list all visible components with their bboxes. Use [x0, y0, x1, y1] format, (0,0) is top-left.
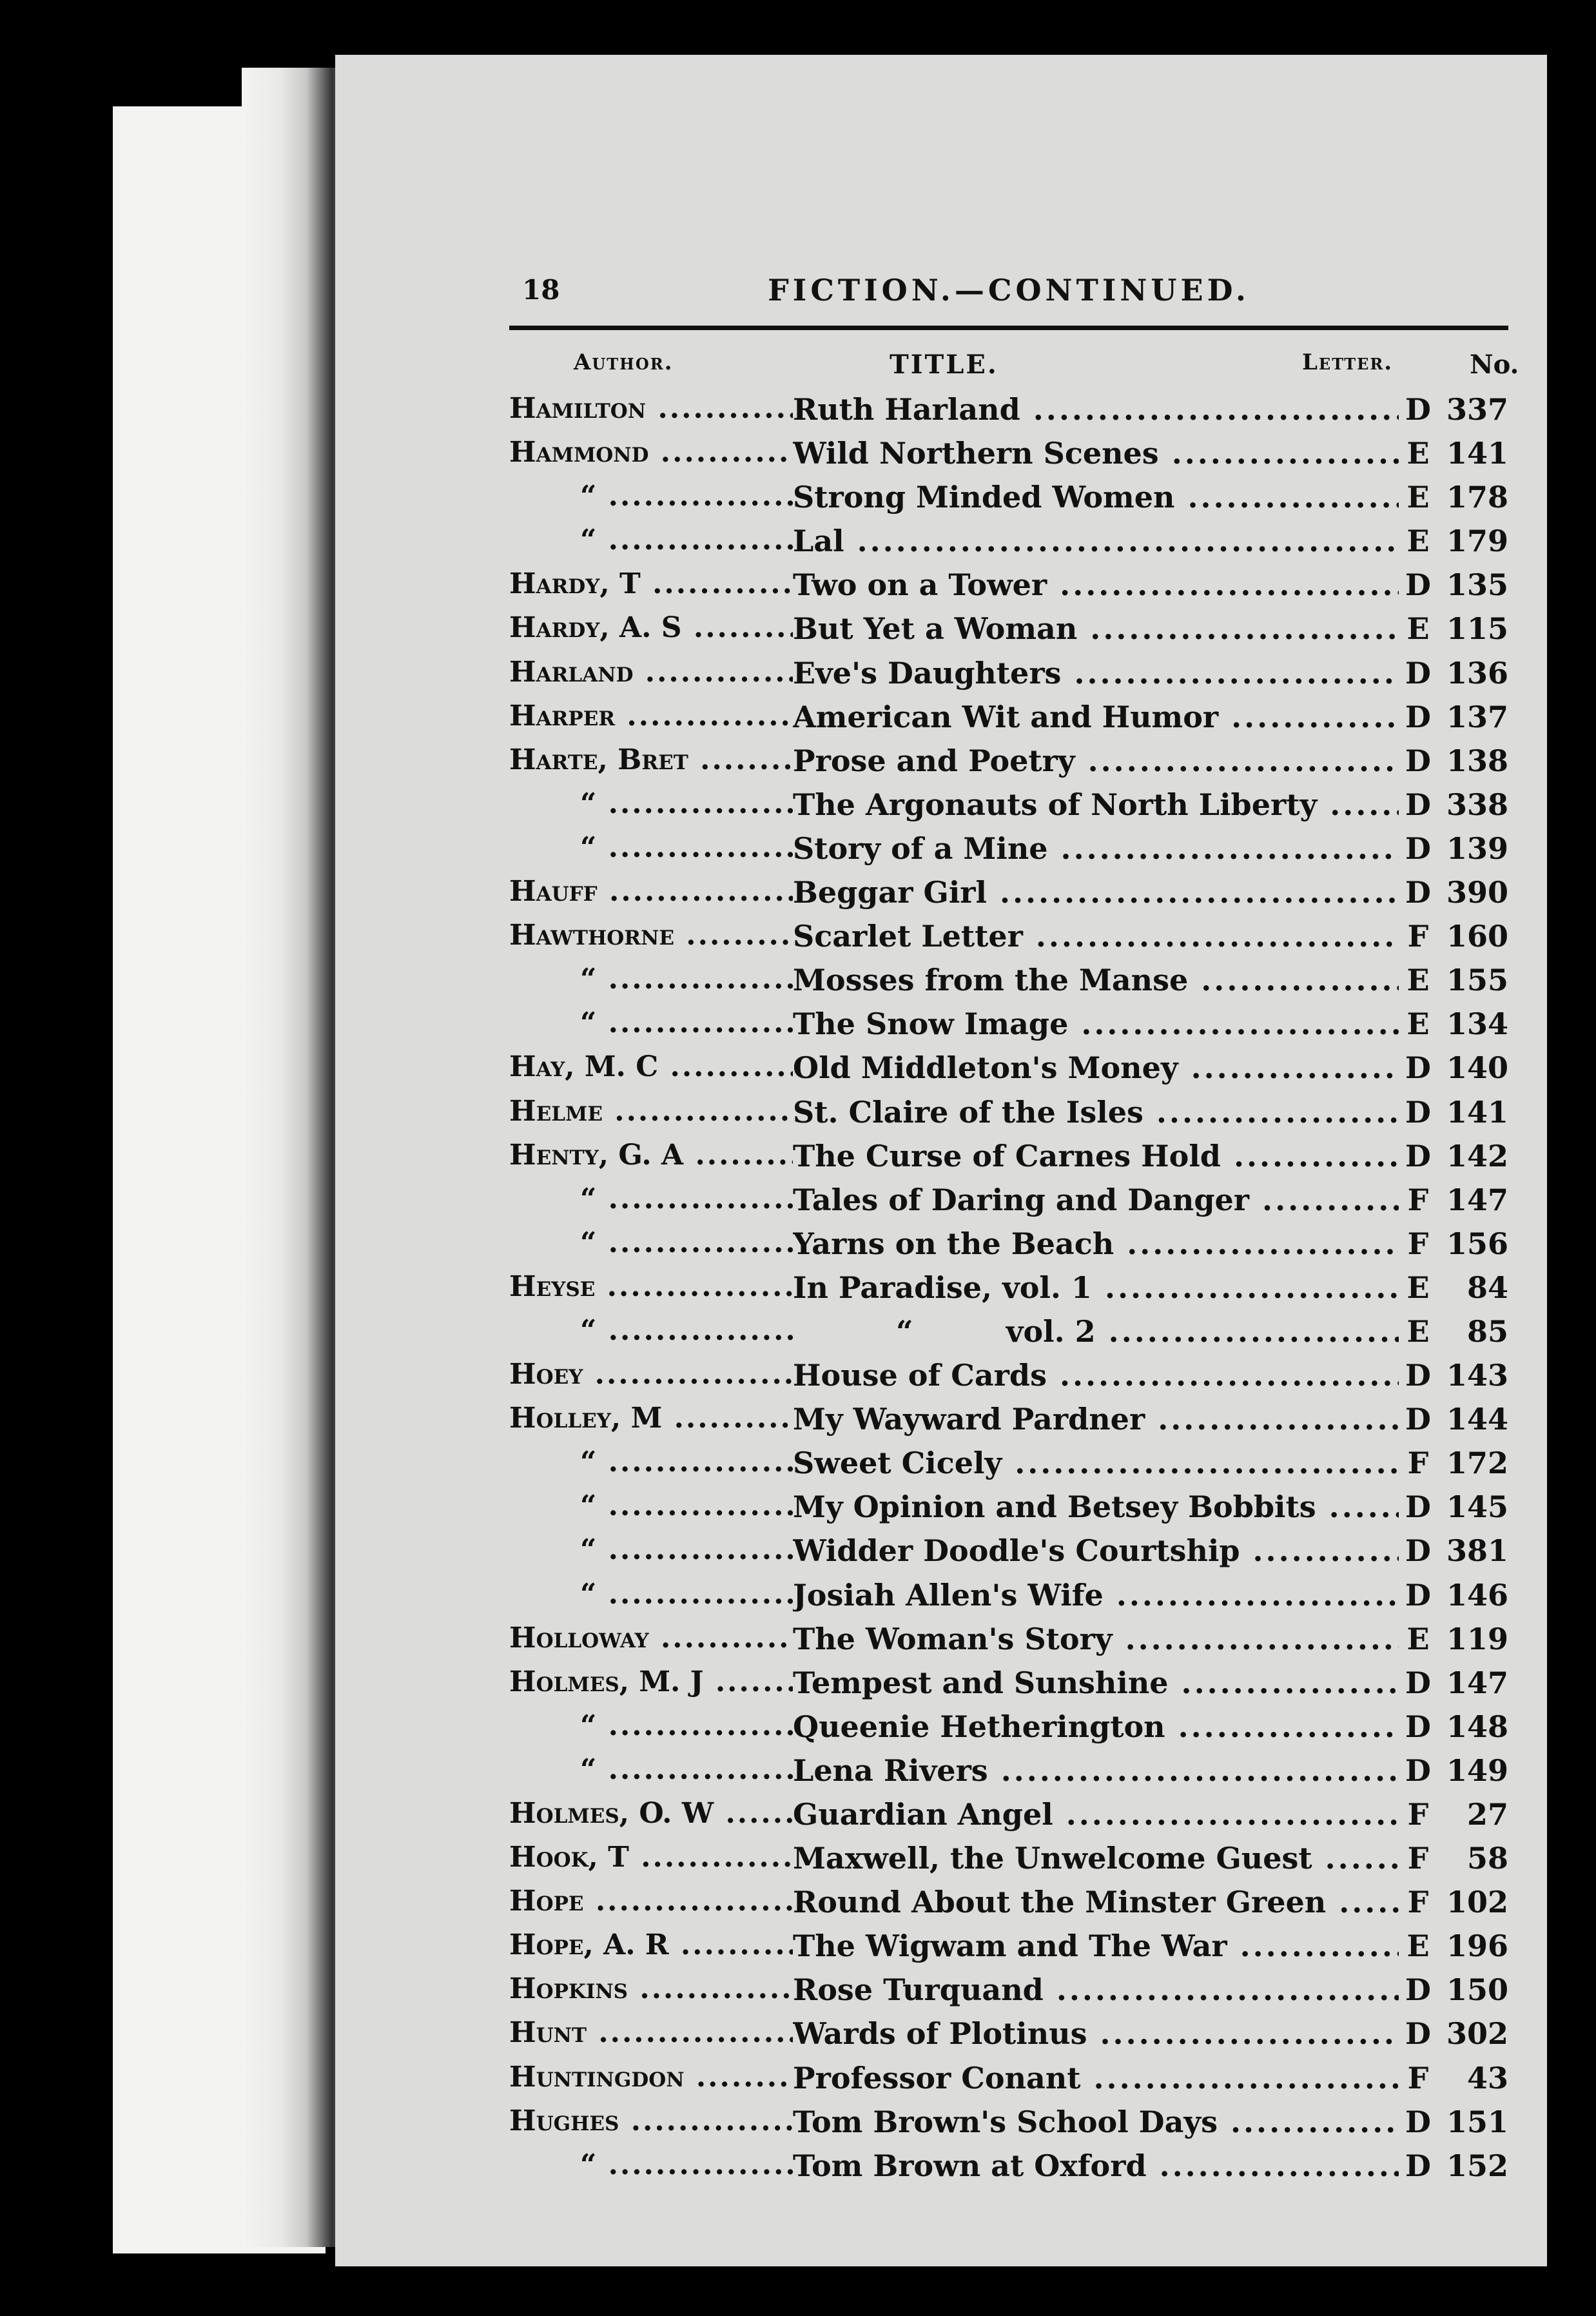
entry-author: “ .....: [509, 1446, 793, 1478]
entry-title: “ vol. 2 .....: [793, 1314, 1399, 1349]
entry-letter: F: [1407, 2060, 1429, 2095]
entry-title: The Snow Image .....: [793, 1006, 1399, 1041]
entry-title: My Wayward Pardner .....: [793, 1402, 1399, 1437]
catalog-entry: [509, 1923, 1508, 1967]
entry-letter: D: [1405, 1577, 1431, 1613]
entry-number: 151: [1446, 2104, 1508, 2139]
entry-author: “ .....: [509, 1226, 793, 1259]
entry-letter: E: [1406, 1313, 1430, 1349]
entry-number: 160: [1446, 919, 1508, 954]
catalog-entry: [509, 1616, 1508, 1660]
entry-author: Harte, Bret .....: [509, 743, 793, 776]
entry-letter: E: [1406, 611, 1430, 647]
entry-number: 156: [1446, 1226, 1508, 1261]
entry-letter: E: [1406, 1006, 1430, 1042]
entry-letter: D: [1405, 1533, 1431, 1569]
entry-letter: F: [1407, 1226, 1429, 1261]
catalog-entry: [509, 1440, 1508, 1484]
entry-author: Hope, A. R .....: [509, 1928, 793, 1961]
entry-title: My Opinion and Betsey Bobbits .....: [793, 1489, 1399, 1524]
entry-letter: F: [1407, 1446, 1429, 1481]
entry-author: “ .....: [509, 787, 793, 820]
column-header-number: No.: [1470, 349, 1519, 380]
entry-letter: D: [1405, 392, 1431, 427]
catalog-entry: [509, 475, 1508, 518]
catalog-entry: [509, 870, 1508, 914]
entry-number: 141: [1446, 1094, 1508, 1130]
entry-author: Hughes .....: [509, 2105, 793, 2137]
entry-number: 134: [1446, 1006, 1508, 1042]
entry-number: 381: [1446, 1533, 1508, 1569]
entry-title: Professor Conant .....: [793, 2061, 1399, 2095]
entry-number: 196: [1446, 1928, 1508, 1964]
entry-letter: D: [1405, 699, 1431, 734]
catalog-entry: [509, 651, 1508, 694]
entry-title: Old Middleton's Money .....: [793, 1050, 1399, 1085]
catalog-entry: [509, 1879, 1508, 1923]
catalog-entry: [509, 1309, 1508, 1353]
entry-author: Harper .....: [509, 700, 793, 732]
entry-letter: D: [1405, 655, 1431, 691]
entry-number: 141: [1446, 436, 1508, 471]
entry-letter: D: [1405, 743, 1431, 778]
entry-title: The Argonauts of North Liberty .....: [793, 787, 1399, 822]
entry-title: Sweet Cicely .....: [793, 1446, 1399, 1480]
catalog-entry: [509, 1177, 1508, 1221]
catalog-entry: [509, 1484, 1508, 1528]
entry-number: 135: [1446, 567, 1508, 603]
entry-letter: D: [1405, 1665, 1431, 1700]
entry-title: American Wit and Humor .....: [793, 700, 1399, 734]
entry-title: Tempest and Sunshine .....: [793, 1665, 1399, 1700]
entry-author: Hook, T .....: [509, 1841, 793, 1874]
entry-number: 148: [1446, 1709, 1508, 1744]
entry-letter: E: [1406, 1621, 1430, 1656]
entry-letter: D: [1405, 2104, 1431, 2139]
entry-number: 172: [1446, 1446, 1508, 1481]
entry-letter: E: [1406, 436, 1430, 471]
entry-title: Tom Brown at Oxford .....: [793, 2148, 1399, 2183]
entry-author: Hunt .....: [509, 2016, 793, 2049]
catalog-entry: [509, 2011, 1508, 2055]
entry-number: 137: [1446, 699, 1508, 734]
catalog-entry: [509, 782, 1508, 826]
entry-author: “ .....: [509, 2148, 793, 2181]
entry-author: “ .....: [509, 1533, 793, 1566]
entry-letter: E: [1406, 1928, 1430, 1964]
catalog-entry: [509, 1221, 1508, 1265]
catalog-entry: [509, 1045, 1508, 1089]
header-rule: [509, 326, 1508, 330]
entry-title: Josiah Allen's Wife .....: [793, 1578, 1399, 1613]
page-number: 18: [522, 274, 560, 306]
entry-author: “ .....: [509, 963, 793, 996]
entry-author: “ .....: [509, 480, 793, 513]
catalog-entry: [509, 387, 1508, 431]
entry-title: Ruth Harland .....: [793, 392, 1399, 427]
entry-number: 144: [1446, 1402, 1508, 1437]
catalog-entry: [509, 738, 1508, 782]
entry-number: 85: [1466, 1313, 1508, 1349]
entry-author: Hawthorne .....: [509, 919, 793, 952]
entry-title: Tales of Daring and Danger .....: [793, 1183, 1399, 1217]
page-header: [509, 268, 1508, 319]
catalog-entry: [509, 694, 1508, 738]
catalog-entry: [509, 2099, 1508, 2143]
entry-author: Hay, M. C .....: [509, 1050, 793, 1083]
entry-number: 390: [1446, 875, 1508, 910]
entry-number: 119: [1446, 1621, 1508, 1656]
entry-title: St. Claire of the Isles .....: [793, 1095, 1399, 1130]
catalog-entry: [509, 1133, 1508, 1177]
entry-number: 155: [1446, 963, 1508, 998]
entry-number: 115: [1446, 611, 1508, 647]
entry-number: 58: [1466, 1841, 1508, 1876]
entry-number: 147: [1446, 1665, 1508, 1700]
entry-letter: D: [1405, 1489, 1431, 1525]
section-title: FICTION.—CONTINUED.: [768, 273, 1250, 308]
entry-author: Holmes, M. J .....: [509, 1665, 793, 1698]
entry-number: 178: [1446, 480, 1508, 515]
catalog-entry: [509, 2143, 1508, 2187]
entry-letter: D: [1405, 875, 1431, 910]
entry-number: 140: [1446, 1050, 1508, 1086]
entry-letter: D: [1405, 1709, 1431, 1744]
entry-number: 152: [1446, 2148, 1508, 2183]
catalog-entry: [509, 562, 1508, 606]
entry-letter: F: [1407, 1182, 1429, 1217]
entry-author: Hauff .....: [509, 875, 793, 908]
entry-author: Hope .....: [509, 1885, 793, 1918]
entry-title: The Curse of Carnes Hold .....: [793, 1139, 1399, 1173]
entry-number: 142: [1446, 1138, 1508, 1173]
entry-letter: D: [1405, 567, 1431, 603]
entry-author: “ .....: [509, 1578, 793, 1611]
page-content: [509, 268, 1519, 2187]
entry-number: 338: [1446, 787, 1508, 822]
column-headers: [509, 349, 1519, 387]
column-header-letter: Letter.: [1302, 349, 1394, 375]
entry-number: 136: [1446, 655, 1508, 691]
entry-title: Lal .....: [793, 524, 1399, 558]
entry-title: Tom Brown's School Days .....: [793, 2105, 1399, 2139]
entry-author: Huntingdon .....: [509, 2061, 793, 2094]
catalog-entry: [509, 1792, 1508, 1836]
entry-title: Story of a Mine .....: [793, 831, 1399, 866]
entry-author: Harland .....: [509, 656, 793, 689]
entry-author: “ .....: [509, 1753, 793, 1786]
catalog-entry: [509, 2056, 1508, 2099]
entry-number: 146: [1446, 1577, 1508, 1613]
entry-letter: D: [1405, 1094, 1431, 1130]
entry-author: Hamilton .....: [509, 392, 793, 425]
entry-title: Strong Minded Women .....: [793, 480, 1399, 515]
entry-letter: D: [1405, 1358, 1431, 1393]
entry-title: Eve's Daughters .....: [793, 656, 1399, 691]
entry-title: Guardian Angel .....: [793, 1797, 1399, 1832]
catalog-entry: [509, 518, 1508, 562]
entry-author: “ .....: [509, 1489, 793, 1522]
entry-title: House of Cards .....: [793, 1358, 1399, 1393]
entry-letter: D: [1405, 1402, 1431, 1437]
entry-letter: D: [1405, 2148, 1431, 2183]
entry-number: 302: [1446, 2016, 1508, 2052]
catalog-entry: [509, 1265, 1508, 1309]
entry-title: Two on a Tower .....: [793, 567, 1399, 602]
entry-letter: E: [1406, 480, 1430, 515]
entry-title: The Wigwam and The War .....: [793, 1928, 1399, 1963]
entry-author: Holloway .....: [509, 1622, 793, 1654]
entry-letter: F: [1407, 919, 1429, 954]
entry-author: Holley, M .....: [509, 1402, 793, 1435]
entry-letter: E: [1406, 524, 1430, 559]
entry-title: But Yet a Woman .....: [793, 611, 1399, 646]
entry-author: “ .....: [509, 1006, 793, 1039]
catalog-entry: [509, 1353, 1508, 1397]
catalog-page: [335, 55, 1547, 2266]
catalog-entry: [509, 606, 1508, 650]
entry-number: 143: [1446, 1358, 1508, 1393]
entry-letter: D: [1405, 1972, 1431, 2008]
catalog-entry: [509, 1397, 1508, 1440]
entry-title: Queenie Hetherington .....: [793, 1709, 1399, 1744]
entry-letter: E: [1406, 1270, 1430, 1305]
entry-number: 147: [1446, 1182, 1508, 1217]
entry-number: 179: [1446, 524, 1508, 559]
entry-number: 27: [1466, 1797, 1508, 1832]
catalog-entry: [509, 1836, 1508, 1879]
entry-letter: D: [1405, 1138, 1431, 1173]
entry-author: Holmes, O. W .....: [509, 1797, 793, 1830]
catalog-entry: [509, 1573, 1508, 1616]
entry-number: 139: [1446, 830, 1508, 866]
entry-title: Lena Rivers .....: [793, 1753, 1399, 1788]
entry-author: Hardy, T .....: [509, 567, 793, 600]
entry-author: “ .....: [509, 524, 793, 556]
entry-author: “ .....: [509, 1314, 793, 1347]
catalog-entry: [509, 1090, 1508, 1133]
entry-letter: F: [1407, 1797, 1429, 1832]
entry-letter: D: [1405, 830, 1431, 866]
entry-title: In Paradise, vol. 1 .....: [793, 1270, 1399, 1305]
catalog-entry: [509, 1528, 1508, 1572]
entry-title: Beggar Girl .....: [793, 875, 1399, 910]
catalog-entry: [509, 1660, 1508, 1704]
entry-title: Wards of Plotinus .....: [793, 2016, 1399, 2051]
column-header-title: TITLE.: [890, 349, 998, 380]
entry-title: Scarlet Letter .....: [793, 919, 1399, 954]
entry-author: Hoey .....: [509, 1358, 793, 1391]
catalog-entry: [509, 1748, 1508, 1792]
entry-number: 102: [1446, 1885, 1508, 1920]
entry-author: Hammond .....: [509, 436, 793, 469]
entry-title: Mosses from the Manse .....: [793, 963, 1399, 997]
entry-title: Rose Turquand .....: [793, 1972, 1399, 2007]
entry-letter: F: [1407, 1841, 1429, 1876]
entry-number: 84: [1466, 1270, 1508, 1305]
catalog-entry: [509, 431, 1508, 475]
entry-letter: E: [1406, 963, 1430, 998]
catalog-entry: [509, 826, 1508, 870]
entry-author: Henty, G. A .....: [509, 1139, 793, 1172]
entry-number: 149: [1446, 1752, 1508, 1788]
catalog-entries: [509, 387, 1508, 2187]
entry-title: Wild Northern Scenes .....: [793, 436, 1399, 471]
entry-author: Helme .....: [509, 1095, 793, 1128]
entry-author: Hopkins .....: [509, 1972, 793, 2005]
entry-author: “ .....: [509, 831, 793, 864]
entry-author: Heyse .....: [509, 1270, 793, 1303]
catalog-entry: [509, 957, 1508, 1001]
entry-letter: D: [1405, 1050, 1431, 1086]
entry-title: Prose and Poetry .....: [793, 743, 1399, 778]
entry-letter: F: [1407, 1885, 1429, 1920]
entry-letter: D: [1405, 2016, 1431, 2052]
entry-number: 138: [1446, 743, 1508, 778]
entry-number: 145: [1446, 1489, 1508, 1525]
entry-number: 150: [1446, 1972, 1508, 2008]
entry-title: Widder Doodle's Courtship .....: [793, 1533, 1399, 1568]
entry-title: Round About the Minster Green .....: [793, 1885, 1399, 1919]
entry-letter: D: [1405, 787, 1431, 822]
entry-author: “ .....: [509, 1183, 793, 1215]
entry-author: “ .....: [509, 1709, 793, 1742]
column-header-author: Author.: [574, 349, 674, 375]
catalog-entry: [509, 1704, 1508, 1748]
entry-author: Hardy, A. S .....: [509, 611, 793, 644]
entry-letter: D: [1405, 1752, 1431, 1788]
entry-title: Maxwell, the Unwelcome Guest .....: [793, 1841, 1399, 1876]
entry-title: Yarns on the Beach .....: [793, 1226, 1399, 1261]
entry-number: 43: [1466, 2060, 1508, 2095]
entry-title: The Woman's Story .....: [793, 1622, 1399, 1656]
catalog-entry: [509, 1001, 1508, 1045]
entry-number: 337: [1446, 392, 1508, 427]
catalog-entry: [509, 914, 1508, 957]
catalog-entry: [509, 1967, 1508, 2011]
